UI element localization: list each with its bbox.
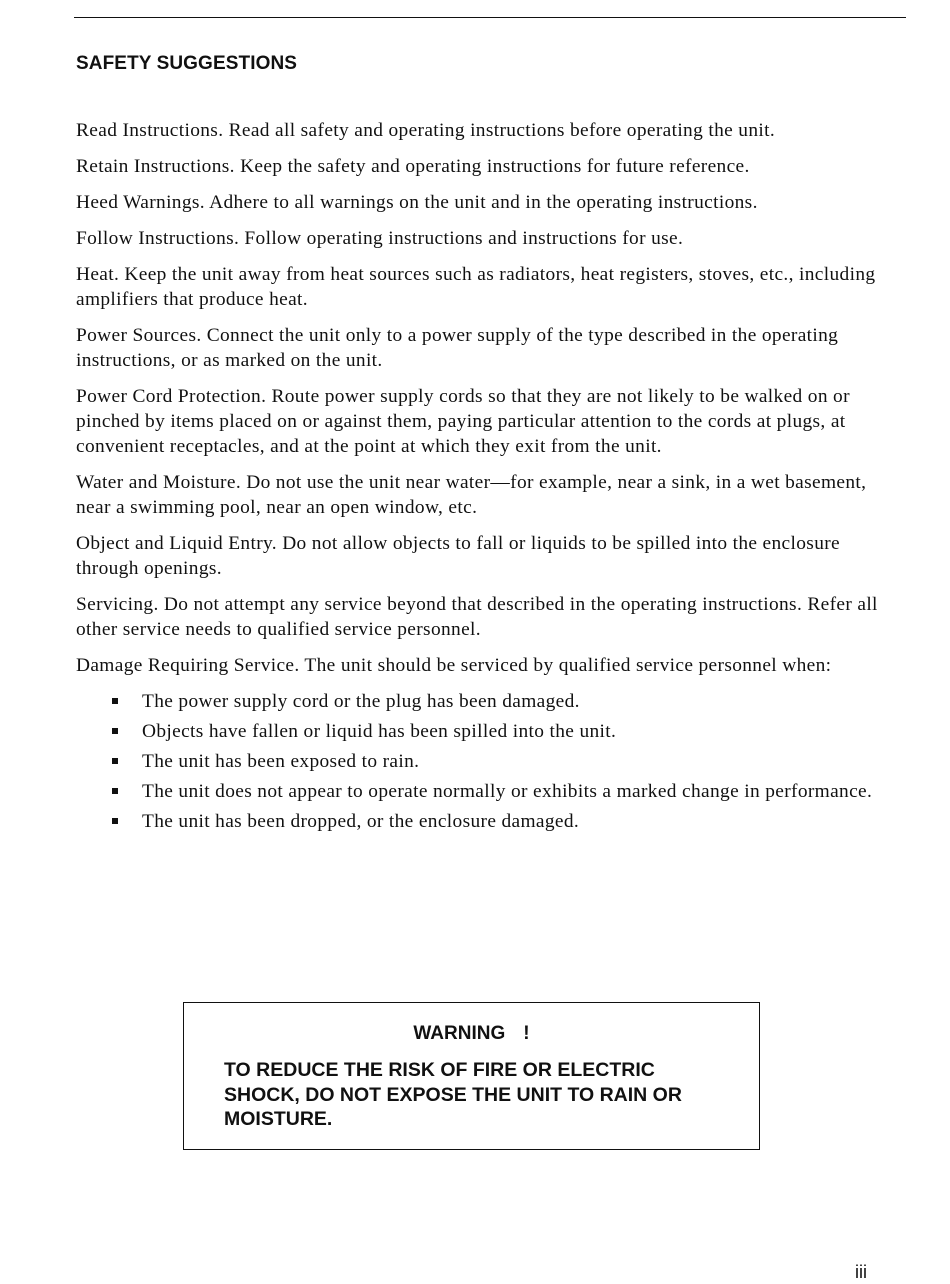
- list-item: [76, 689, 906, 714]
- instructions-body: [76, 118, 906, 839]
- paragraph-read-instructions: Read Instructions. Read all safety and operating instructions before operating the unit.: [76, 120, 776, 141]
- list-item: [76, 779, 906, 804]
- paragraph-power-cord-protection: Power Cord Protection. Route power supply cords so that they are not likely to be walked on or pinched by items placed on or against them, paying particular attention to the cords at plugs, at convenient receptacles, and at the point at which they exit from the unit.: [76, 386, 850, 457]
- paragraph-object-liquid-entry: Object and Liquid Entry. Do not allow objects to fall or liquids to be spilled into the enclosure through openings.: [76, 533, 841, 579]
- page-title: SAFETY SUGGESTIONS: [76, 53, 298, 74]
- exclamation-icon: !: [523, 1023, 530, 1044]
- list-item-text: The unit has been exposed to rain.: [142, 751, 420, 772]
- list-item: [76, 719, 906, 744]
- paragraph-damage-requiring-service: Damage Requiring Service. The unit should be serviced by qualified service personnel when:: [76, 655, 832, 676]
- paragraph-heed-warnings: Heed Warnings. Adhere to all warnings on the unit and in the operating instructions.: [76, 192, 758, 213]
- warning-text: TO REDUCE THE RISK OF FIRE OR ELECTRIC SHOCK, DO NOT EXPOSE THE UNIT TO RAIN OR MOISTURE.: [224, 1059, 682, 1130]
- list-item-text: The unit does not appear to operate normally or exhibits a marked change in performance.: [142, 781, 873, 802]
- warning-title-text: WARNING: [413, 1023, 506, 1044]
- paragraph-water-and-moisture: Water and Moisture. Do not use the unit near water—for example, near a sink, in a wet basement, near a swimming pool, near an open window, etc.: [76, 472, 867, 518]
- list-item: [76, 809, 906, 834]
- bullet-square-icon: [112, 818, 118, 824]
- warning-box: [183, 1002, 760, 1150]
- bullet-square-icon: [112, 788, 118, 794]
- list-item: [76, 749, 906, 774]
- paragraph-heat: Heat. Keep the unit away from heat sources such as radiators, heat registers, stoves, etc., including amplifiers that produce heat.: [76, 264, 876, 310]
- paragraph-retain-instructions: Retain Instructions. Keep the safety and operating instructions for future reference.: [76, 156, 750, 177]
- damage-conditions-list: [76, 689, 906, 834]
- list-item-text: The power supply cord or the plug has been damaged.: [142, 691, 580, 712]
- list-item-text: Objects have fallen or liquid has been spilled into the unit.: [142, 721, 617, 742]
- paragraph-servicing: Servicing. Do not attempt any service beyond that described in the operating instructions. Refer all other service needs to qualified service personnel.: [76, 594, 878, 640]
- page-number: iii: [855, 1262, 867, 1282]
- warning-title: [184, 1023, 759, 1045]
- top-rule: [74, 17, 906, 18]
- bullet-square-icon: [112, 758, 118, 764]
- list-item-text: The unit has been dropped, or the enclosure damaged.: [142, 811, 580, 832]
- paragraph-power-sources: Power Sources. Connect the unit only to a power supply of the type described in the operating instructions, or as marked on the unit.: [76, 325, 839, 371]
- bullet-square-icon: [112, 728, 118, 734]
- bullet-square-icon: [112, 698, 118, 704]
- paragraph-follow-instructions: Follow Instructions. Follow operating instructions and instructions for use.: [76, 228, 684, 249]
